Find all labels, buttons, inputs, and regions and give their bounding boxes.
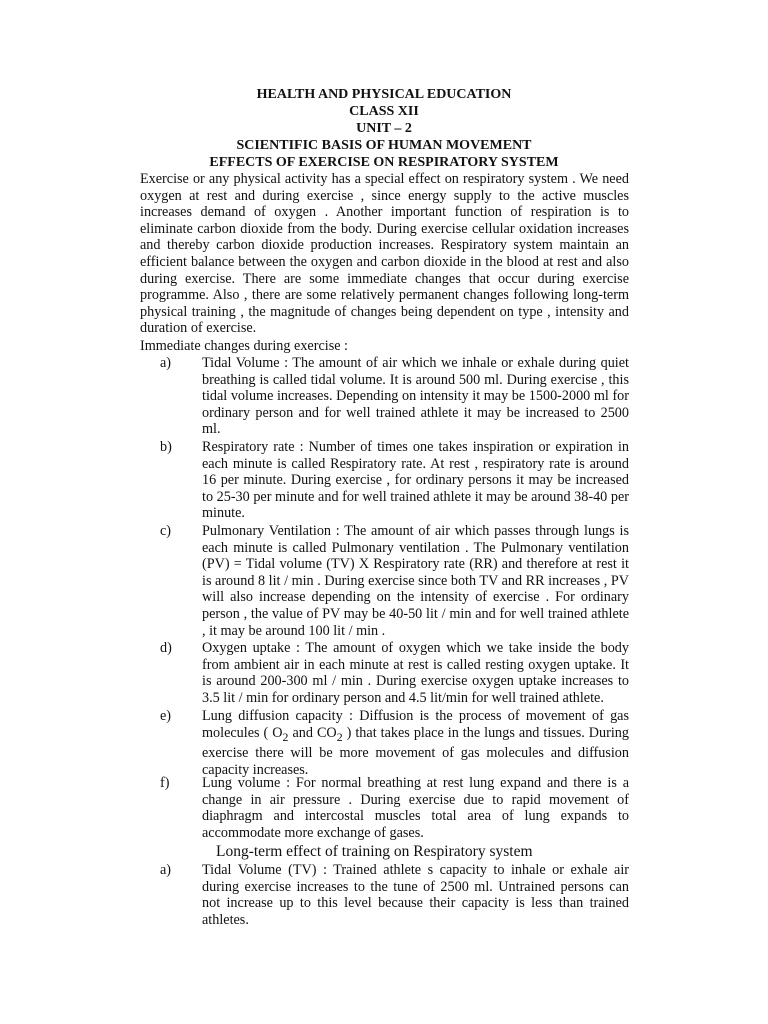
topic-title: SCIENTIFIC BASIS OF HUMAN MOVEMENT: [236, 138, 532, 153]
list-item-text: [202, 708, 629, 778]
immediate-changes-heading: Immediate changes during exercise :: [140, 338, 348, 354]
list-item: [140, 523, 629, 639]
list-item-text: Oxygen uptake : The amount of oxygen which we take inside the body from ambient air in each minute at rest is called resting oxygen uptake. It is around 200-300 ml / min . During exercise oxygen uptake increases to 3.5 lit / min for ordinary person and 4.5 lit/min for well trained athlete.: [202, 640, 629, 706]
list-item-text: Tidal Volume (TV) : Trained athlete s capacity to inhale or exhale air during exercise increases to the tune of 2500 ml. Untrained persons can not increase up to this level because their capacity is less than trained athletes.: [202, 862, 629, 928]
list-item: [140, 439, 629, 522]
list-item-text: Respiratory rate : Number of times one takes inspiration or expiration in each minute is called Respiratory rate. At rest , respiratory rate is around 16 per minute. During exercise , for ordinary persons it may be increased to 25-30 per minute and for well trained athlete it may be around 38-40 per minute.: [202, 439, 629, 522]
list-marker: f): [160, 775, 170, 791]
subscript: 2: [336, 729, 343, 744]
text-segment: and CO: [288, 724, 337, 741]
list-item: [140, 355, 629, 438]
list-item: [140, 640, 629, 706]
list-marker: e): [160, 708, 172, 724]
list-marker: a): [160, 862, 172, 878]
intro-text: Exercise or any physical activity has a special effect on respiratory system . We need oxygen at rest and during exercise , since energy supply to the active muscles increases demand of oxygen . Another important function of respiration is to eliminate carbon dioxide from the body. During exercise cellular oxidation increases and thereby carbon dioxide production increases. Respiratory system maintain an efficient balance between the oxygen and carbon dioxide in the blood at rest and also during exercise. There are some immediate changes that occur during exercise programme. Also , there are some relatively permanent changes following long-term physical training , the magnitude of changes being dependent on type , intensity and duration of exercise.: [140, 171, 629, 337]
section-title: EFFECTS OF EXERCISE ON RESPIRATORY SYSTEM: [209, 155, 559, 170]
document-header: [140, 86, 628, 171]
unit-title: UNIT – 2: [356, 121, 412, 136]
list-item-text: Pulmonary Ventilation : The amount of air which passes through lungs is each minute is called Pulmonary ventilation . The Pulmonary ventilation (PV) = Tidal volume (TV) X Respiratory rate (RR) and therefore at rest it is around 8 lit / min . During exercise since both TV and RR increases , PV will also increase depending on the intensity of exercise . For ordinary person , the value of PV may be 40-50 lit / min and for well trained athlete , it may be around 100 lit / min .: [202, 523, 629, 639]
subscript: 2: [282, 729, 289, 744]
list-item-text: Tidal Volume : The amount of air which we inhale or exhale during quiet breathing is called tidal volume. It is around 500 ml. During exercise , this tidal volume increases. Depending on intensity it may be 1500-2000 ml for ordinary person and for well trained athlete it may be increased to 2500 ml.: [202, 355, 629, 438]
list-marker: b): [160, 439, 172, 455]
text-segment: Lung diffusion capacity : Diffusion is the process of movement of gas molecules ( O: [202, 708, 629, 741]
list-marker: a): [160, 355, 172, 371]
subject-title: HEALTH AND PHYSICAL EDUCATION: [256, 87, 512, 102]
text-segment: ) that takes place in the lungs and tissues. During exercise there will be more movement of gas molecules and diffusion capacity increases.: [202, 724, 629, 778]
class-title: CLASS XII: [349, 104, 419, 119]
intro-paragraph: [140, 171, 629, 337]
list-item: [140, 775, 629, 841]
list-item: [140, 862, 629, 928]
list-item-text: Lung volume : For normal breathing at rest lung expand and there is a change in air pressure . During exercise due to rapid movement of diaphragm and intercostal muscles total area of lung expands to accommodate more exchange of gases.: [202, 775, 629, 841]
list-marker: d): [160, 640, 172, 656]
list-item: [140, 708, 629, 778]
list-marker: c): [160, 523, 172, 539]
longterm-heading: Long-term effect of training on Respiratory system: [216, 843, 533, 860]
